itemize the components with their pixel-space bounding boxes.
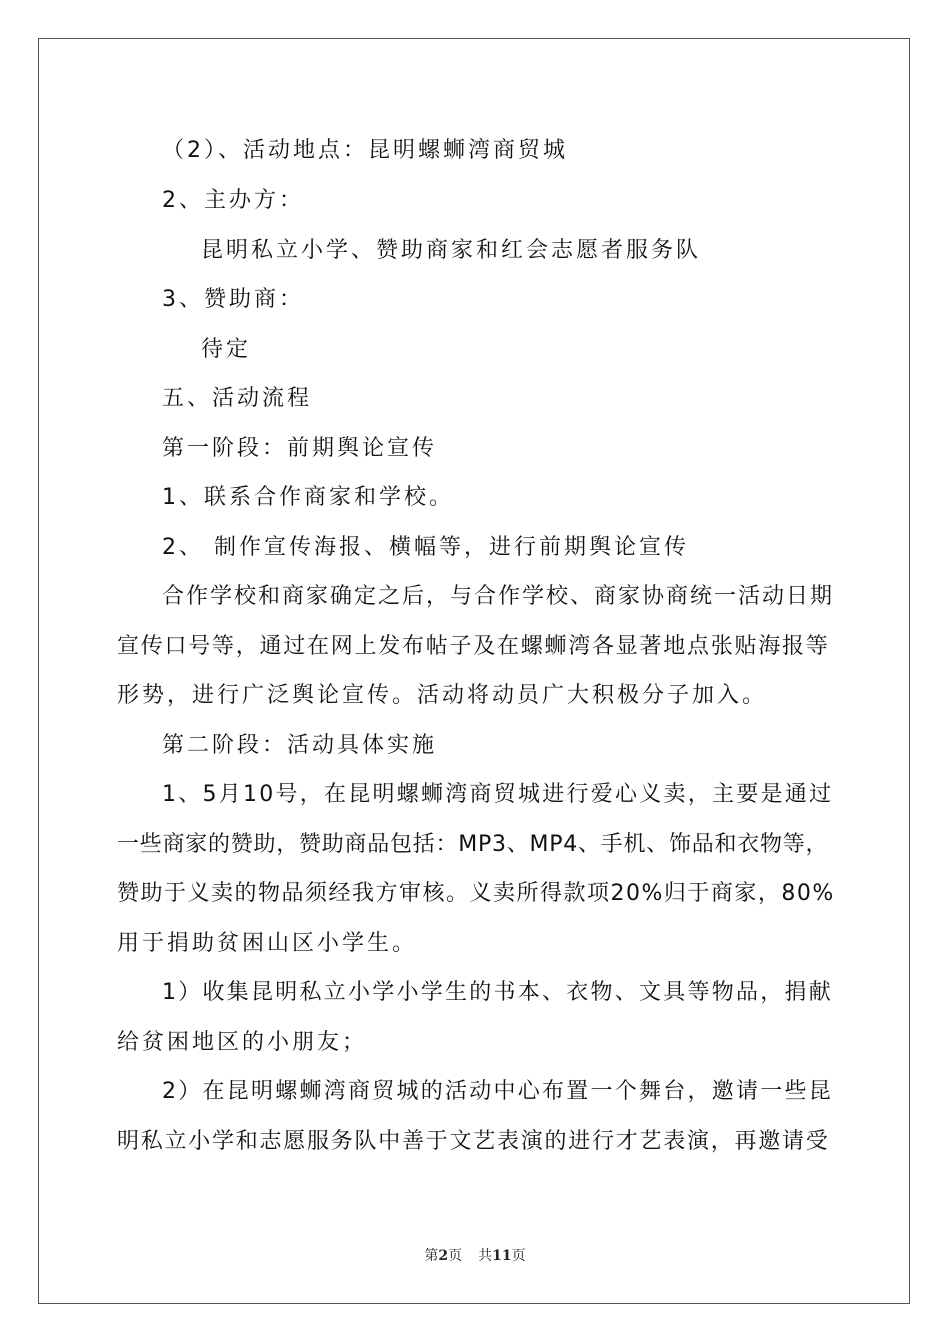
- paragraph-line: 给贫困地区的小朋友；: [117, 1030, 368, 1055]
- text-line: 2、主办方：: [162, 188, 304, 213]
- page-prefix: 第: [424, 1248, 439, 1264]
- section-heading: 五、活动流程: [162, 386, 313, 411]
- paragraph-line: 1）收集昆明私立小学小学生的书本、衣物、文具等物品，捐献: [162, 980, 833, 1005]
- text-line: （2）、活动地点：昆明螺蛳湾商贸城: [162, 138, 568, 163]
- paragraph-line: 明私立小学和志愿服务队中善于文艺表演的进行才艺表演，再邀请受: [117, 1129, 830, 1154]
- page-border: [38, 38, 910, 1304]
- page-suffix: 页: [448, 1248, 463, 1264]
- paragraph-line: 宣传口号等，通过在网上发布帖子及在螺蛳湾各显著地点张贴海报等: [117, 634, 830, 659]
- total-pages: 11: [492, 1248, 512, 1264]
- text-line: 2、 制作宣传海报、横幅等，进行前期舆论宣传: [162, 535, 689, 560]
- page-footer: [0, 1245, 950, 1265]
- stage-heading: 第一阶段：前期舆论宣传: [162, 436, 438, 461]
- total-prefix: 共: [478, 1248, 493, 1264]
- paragraph-line: 形势，进行广泛舆论宣传。活动将动员广大积极分子加入。: [117, 683, 768, 708]
- paragraph-line: 用于捐助贫困山区小学生。: [117, 931, 418, 956]
- stage-heading: 第二阶段：活动具体实施: [162, 733, 438, 758]
- paragraph-line: 一些商家的赞助，赞助商品包括：MP3、MP4、手机、饰品和衣物等，: [117, 832, 829, 857]
- text-line: 1、联系合作商家和学校。: [162, 485, 454, 510]
- text-line: 待定: [201, 337, 252, 362]
- text-line: 3、赞助商：: [162, 287, 304, 312]
- paragraph-line: 赞助于义卖的物品须经我方审核。义卖所得款项20%归于商家，80%: [117, 881, 835, 906]
- paragraph-line: 2）在昆明螺蛳湾商贸城的活动中心布置一个舞台，邀请一些昆: [162, 1079, 833, 1104]
- page-number: 2: [438, 1248, 449, 1264]
- paragraph-line: 1、5月10号，在昆明螺蛳湾商贸城进行爱心义卖，主要是通过: [162, 782, 834, 807]
- paragraph-line: 合作学校和商家确定之后，与合作学校、商家协商统一活动日期: [162, 584, 835, 609]
- text-line: 昆明私立小学、赞助商家和红会志愿者服务队: [201, 238, 702, 263]
- total-suffix: 页: [511, 1248, 526, 1264]
